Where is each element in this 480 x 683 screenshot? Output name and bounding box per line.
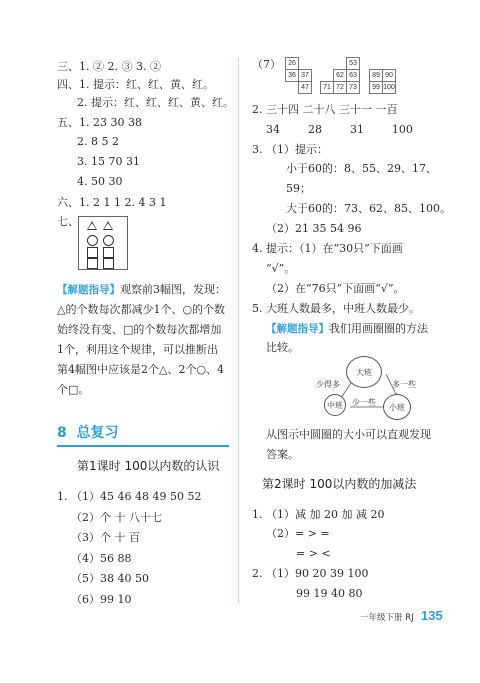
answer-line-5-3: 3. 15 70 31 [77,155,140,168]
hint-paragraph-left-4: 1个，利用这个规律，可以推断出 [57,343,218,356]
section-title: 总复习 [76,425,119,441]
section-number: 8 [57,425,67,441]
hint-paragraph-left-5: 第4幅图中应该是2个△、2个○、4 [57,363,225,376]
column-divider [238,58,239,603]
label-a-bit-more: 多一些 [392,380,416,389]
answer-line-7: 七、 [57,215,79,228]
circle-icon [87,235,98,246]
hint-paragraph-right-1: 【解题指导】我们用画圈圈的方法 [266,322,428,335]
answer-line-5-1: 五、1. 23 30 38 [57,116,142,129]
lesson2-answer-1: 1. （1）减 加 20 加 减 20 [252,508,385,521]
label-much-less: 少得多 [316,380,340,389]
answer-7-label: （7） [252,58,281,71]
section-rule [57,445,229,447]
lesson1-answer-1: 1. （1）45 46 48 49 50 52 [57,490,202,503]
hint-paragraph-left-6: 个□。 [57,383,90,396]
lesson1-answer-5: （5）38 40 50 [71,572,149,585]
answer-line-5-2: 2. 8 5 2 [77,135,119,148]
answer-2-words: 2. 三十四 二十八 三十一 一百 [252,103,398,116]
circle-small-class: 小班 [383,394,411,420]
footer-book-label: 一年级下册 RJ [360,613,414,623]
triangle-icon [103,221,113,230]
answer-3-greater: 大于60的：73、62、85、100。 [286,202,451,215]
shape-answer-figure [78,216,128,270]
lesson1-answer-2: （2）个 十 八十七 [71,511,162,524]
answer-3-1: 3. （1）提示： [252,143,328,156]
answer-3-less-cont: 59； [286,182,311,195]
hint-paragraph-right-2: 比较。 [266,341,299,354]
circle-middle-class: 中班 [324,394,346,416]
lesson2-answer-2-cont: = > < [296,547,331,560]
section-heading [57,424,119,442]
label-a-bit-less: 少一些 [352,398,376,407]
lesson2-answer-3: 2. （1）90 20 39 100 [252,567,369,580]
triangle-icon [87,221,97,230]
square-icon [103,258,114,269]
answer-line-5-4: 4. 50 30 [77,175,123,188]
lesson-1-title: 第1课时 100以内数的认识 [77,459,220,473]
answer-3-2: （2）21 35 54 96 [266,222,362,235]
answer-line-3: 三、1. ② 2. ③ 3. ② [57,60,161,73]
square-icon [103,247,114,258]
lesson2-answer-3-cont: 99 19 40 80 [296,587,363,600]
square-icon [87,247,98,258]
square-icon [87,258,98,269]
conclusion-line-2: 答案。 [266,448,299,461]
circle-big-class: 大班 [346,356,382,388]
conclusion-line-1: 从图示中圆圈的大小可以直观发现 [266,428,431,441]
circle-icon [103,235,114,246]
lesson2-answer-2: （2）= > = [266,527,330,540]
lesson1-answer-6: （6）99 10 [71,593,132,606]
hint-label: 【解题指导】 [266,323,329,335]
lesson1-answer-4: （4）56 88 [71,552,132,565]
page-number: 135 [421,608,443,623]
lesson-2-title: 第2课时 100以内数的加减法 [262,477,417,491]
lesson1-answer-3: （3）个 十 百 [71,531,140,544]
hint-paragraph-left-2: △的个数每次都减少1个、○的个数 [57,303,226,316]
answer-4-2: （2）在“76只”下面画“√”。 [266,282,405,295]
hint-paragraph-left-1: 【解题指导】观察前3幅图，发现： [57,283,226,296]
hint-paragraph-left-3: 始终没有变、□的个数每次都增加 [57,323,222,336]
answer-line-4-2: 2. 提示：红、红、红、黄、红。 [77,96,234,109]
answer-4-1: 4. 提示：（1）在“30只”下面画 [252,242,403,255]
answer-5: 5. 大班人数最多，中班人数最少。 [252,302,420,315]
answer-4-1-cont: “√”。 [266,262,296,275]
answer-2-numbers: 34 28 31 100 [266,123,413,136]
answer-line-4-1: 四、1. 提示：红、红、黄、红。 [57,78,214,91]
hint-label: 【解题指导】 [57,284,120,296]
answer-line-6: 六、1. 2 1 1 2. 4 3 1 [57,196,167,209]
answer-3-less: 小于60的：8、55、29、17、 [286,162,437,175]
